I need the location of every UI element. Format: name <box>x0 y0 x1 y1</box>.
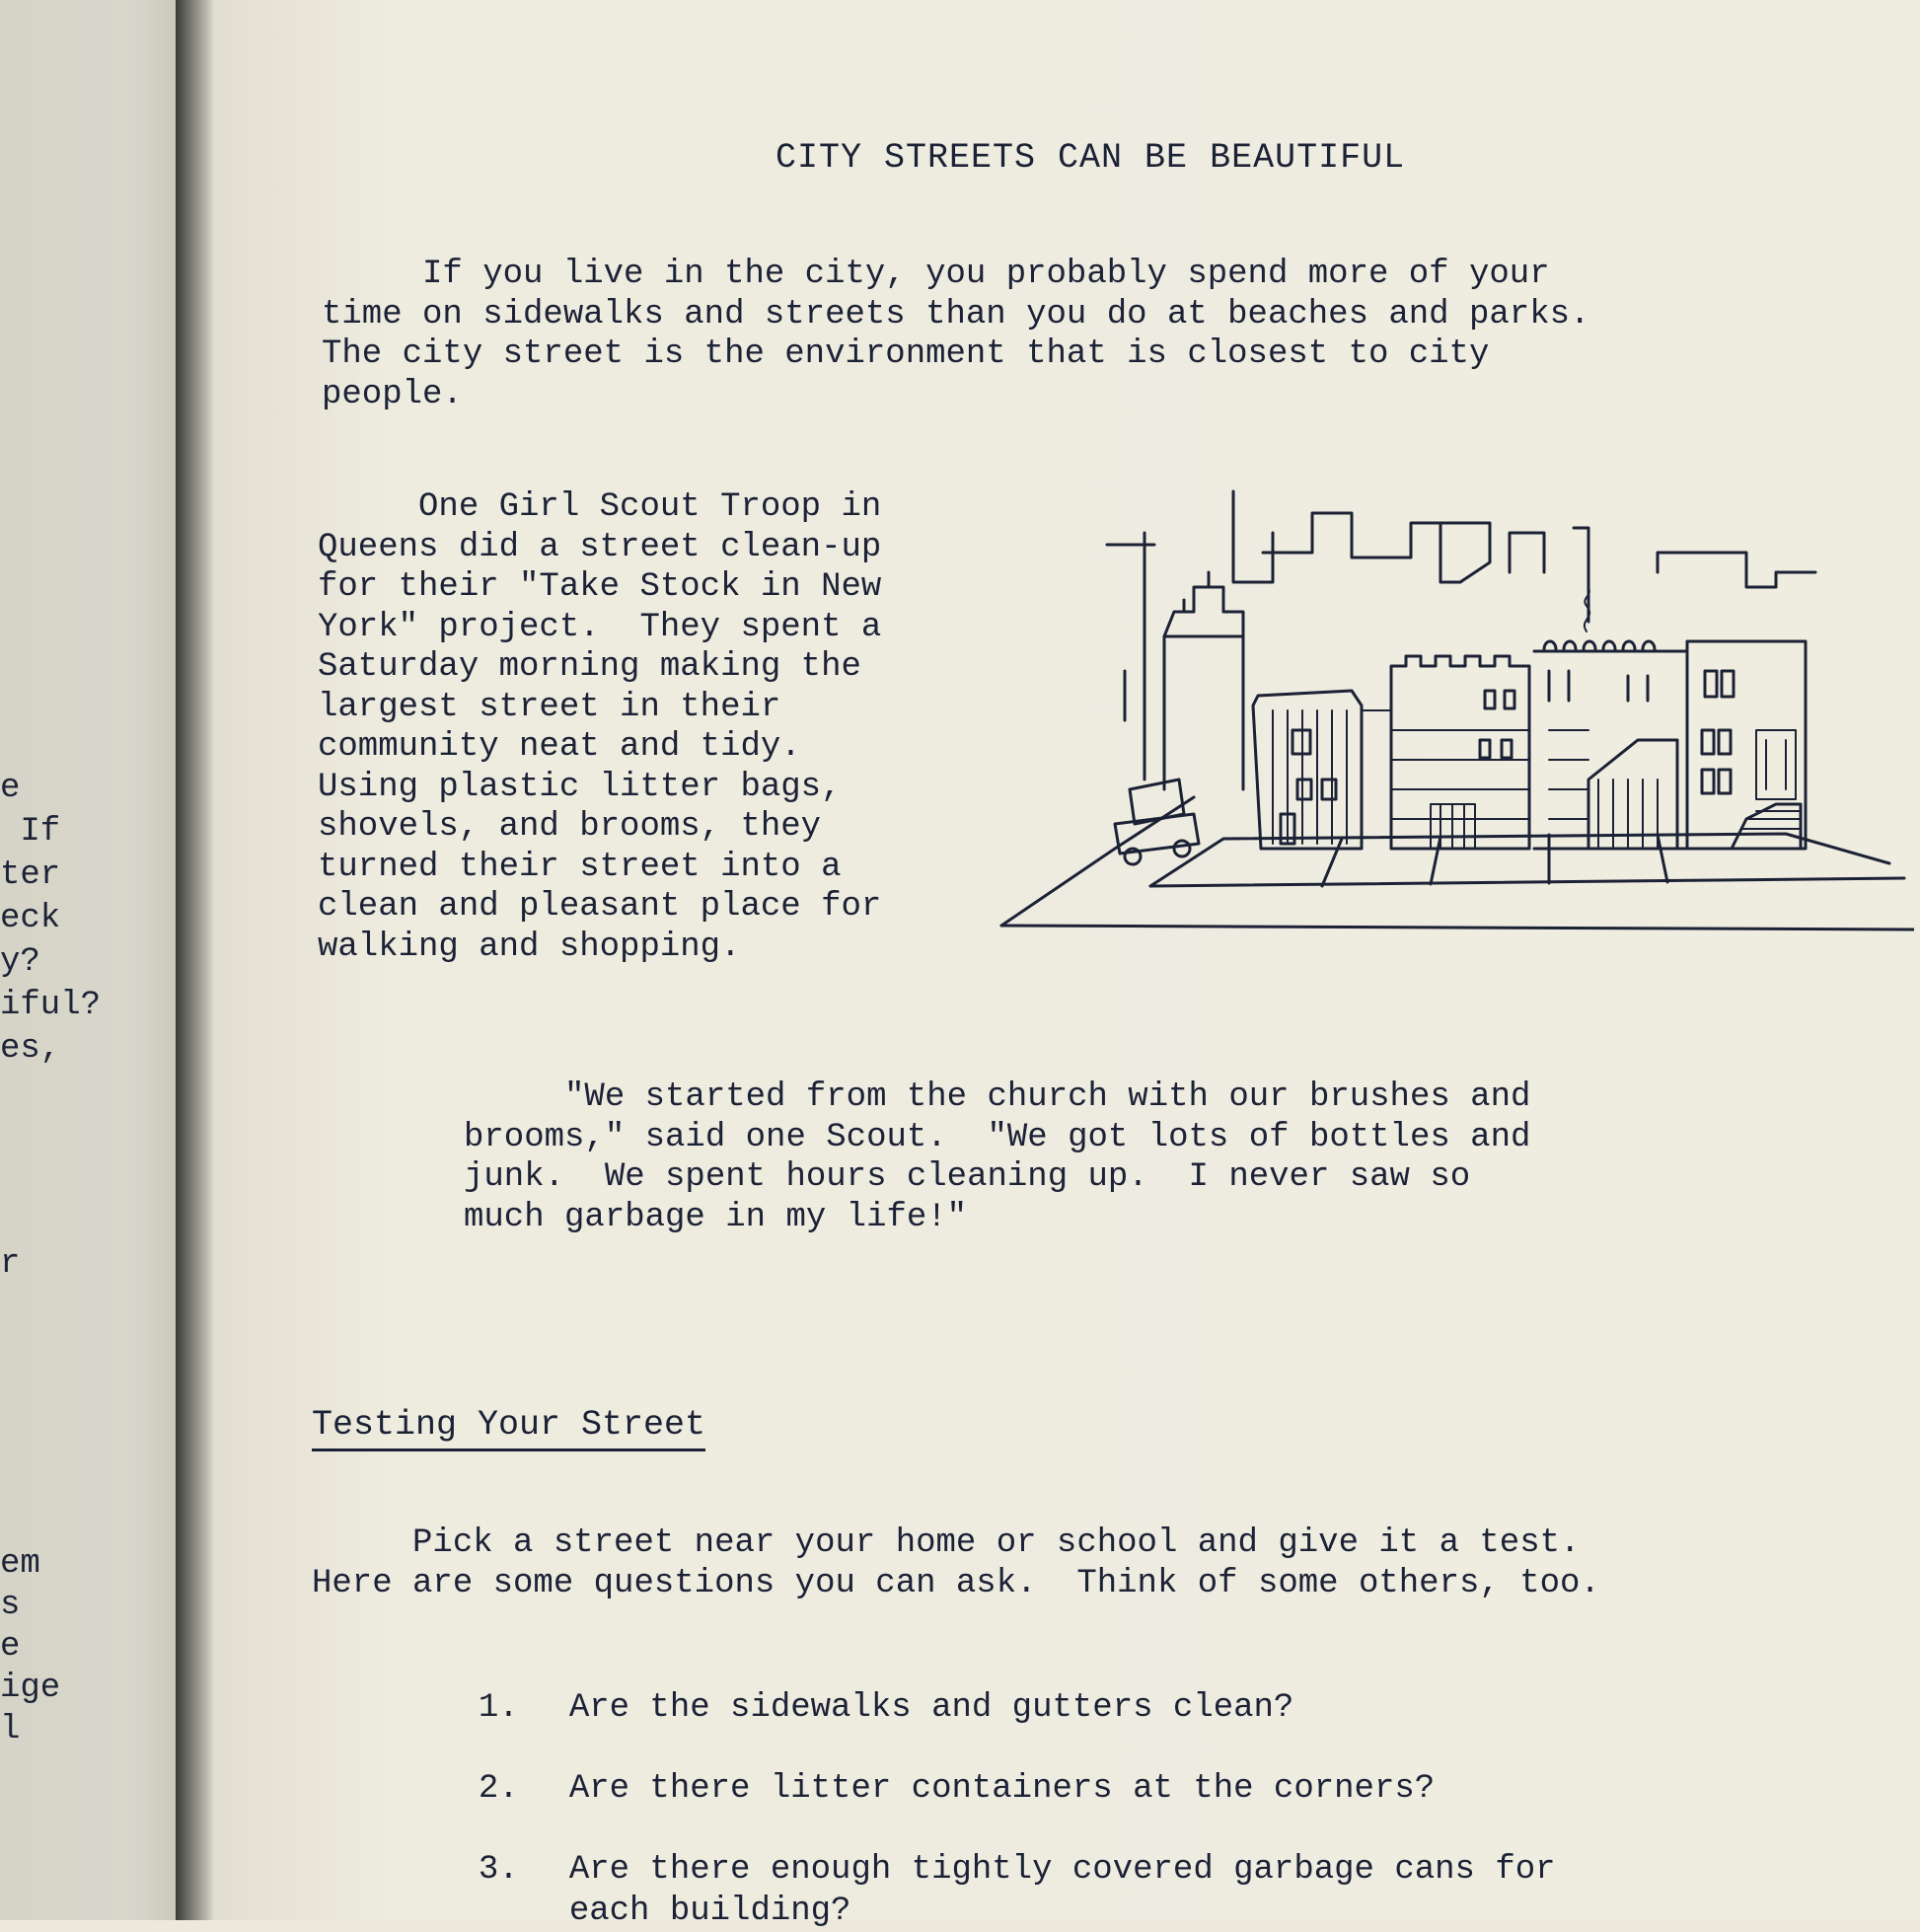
facing-page-fragment: y? <box>0 943 40 981</box>
page-title: CITY STREETS CAN BE BEAUTIFUL <box>775 138 1406 178</box>
facing-page-fragment: s <box>0 1587 21 1624</box>
question-text: Are the sidewalks and gutters clean? <box>568 1689 1294 1727</box>
question-number: 3. <box>478 1851 519 1889</box>
facing-page-fragment: eck <box>0 900 61 937</box>
facing-page-fragment: l <box>0 1711 21 1748</box>
facing-page-fragment: r <box>0 1245 21 1283</box>
facing-page-fragment: iful? <box>0 987 102 1024</box>
troop-paragraph: One Girl Scout Troop in Queens did a street clean-up for their "Take Stock in New York" project. They spent a Saturday morning making the largest street in their community neat and tidy. Using plastic litter bags, shovels, and brooms, they turned their street into a clean and pleasant place for walking and shopping. <box>318 488 882 966</box>
facing-page-fragment: If <box>0 813 61 851</box>
testing-paragraph: Pick a street near your home or school and give it a test. Here are some questions you can ask. Think of some others, too. <box>312 1524 1600 1602</box>
facing-page-fragment: es, <box>0 1030 61 1068</box>
question-item <box>438 1646 1293 1729</box>
facing-page <box>0 0 185 1920</box>
question-text: Are there litter containers at the corners? <box>568 1770 1436 1808</box>
section-heading: Testing Your Street <box>312 1405 705 1451</box>
question-number: 1. <box>478 1689 519 1727</box>
question-item <box>438 1727 1435 1810</box>
book-gutter <box>176 0 215 1920</box>
question-text: Are there enough tightly covered garbage cans for each building? <box>568 1851 1556 1930</box>
quote-paragraph: "We started from the church with our brushes and brooms," said one Scout. "We got lots of bottles and junk. We spent hours cleaning up. I never saw so much garbage in my life!" <box>464 1078 1531 1236</box>
question-item <box>438 1808 1556 1932</box>
facing-page-fragment: e <box>0 1628 21 1666</box>
facing-page-fragment: ter <box>0 856 61 894</box>
facing-page-fragment: e <box>0 770 21 807</box>
question-number: 2. <box>478 1770 519 1808</box>
facing-page-fragment: em <box>0 1545 40 1583</box>
city-street-illustration <box>997 483 1914 937</box>
intro-paragraph: If you live in the city, you probably spend more of your time on sidewalks and streets than you do at beaches and parks. The city street is the environment that is closest to city people. <box>322 256 1590 413</box>
facing-page-fragment: ige <box>0 1670 61 1707</box>
